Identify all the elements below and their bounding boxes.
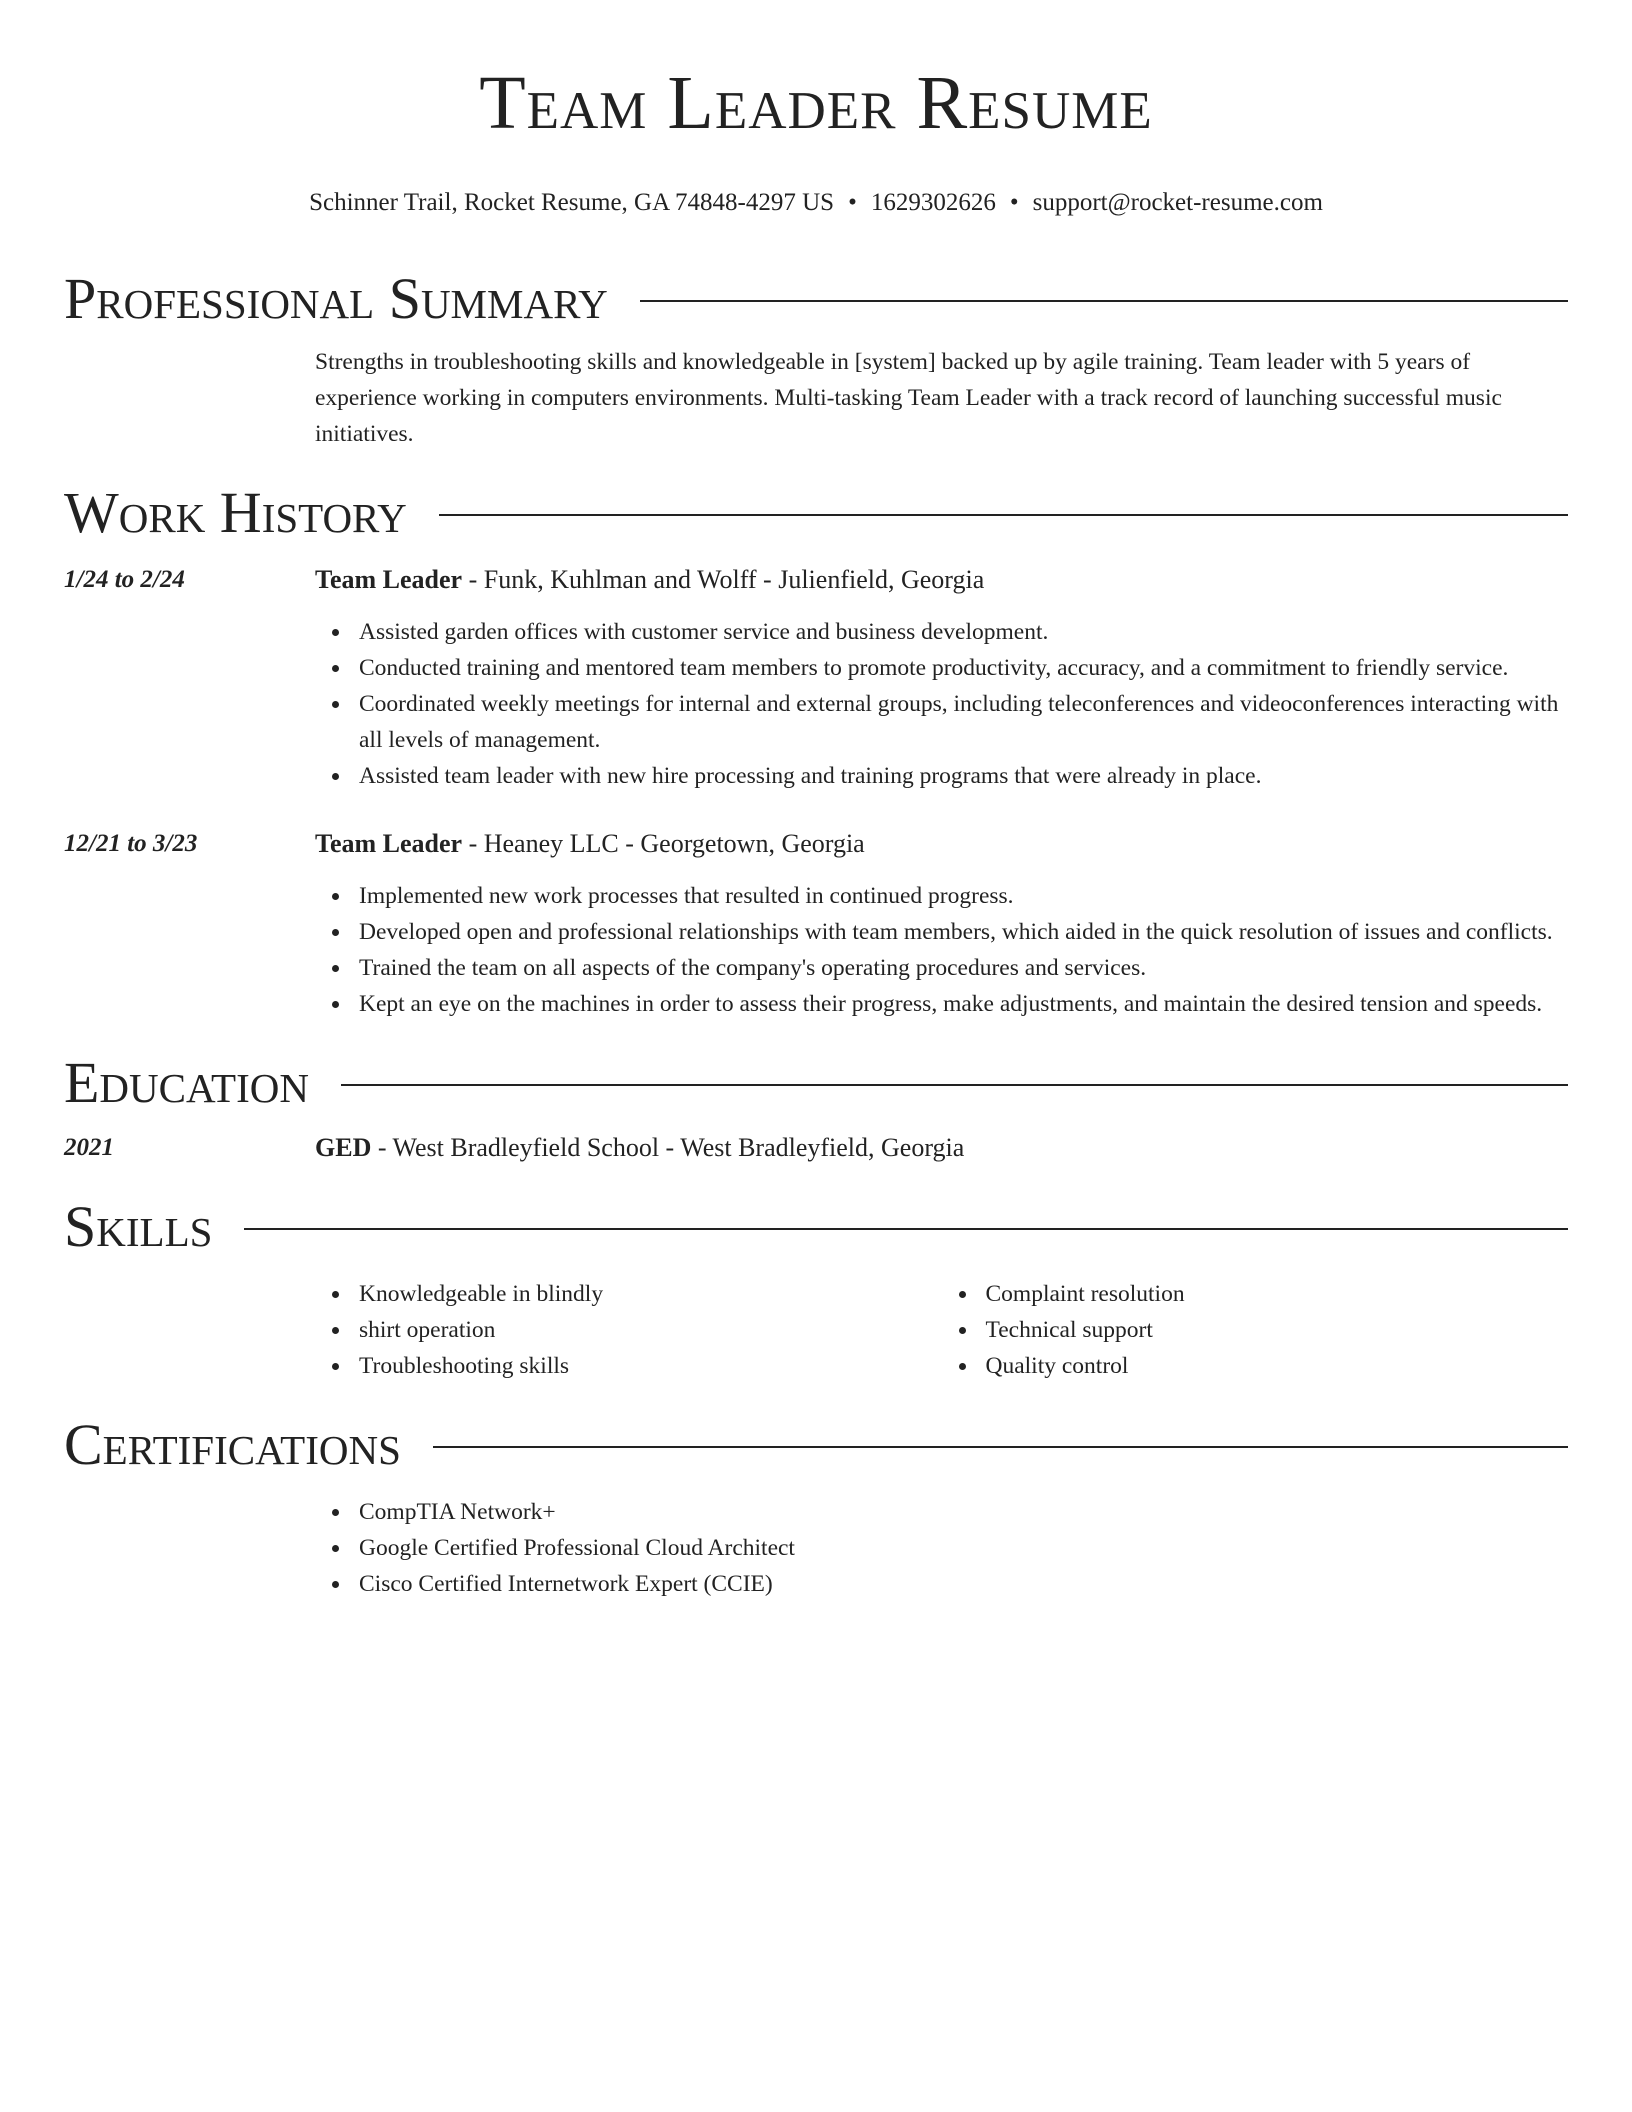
work-history-section [64,478,1568,1022]
job-bullets [315,878,1568,1022]
list-item: Technical support [986,1312,1569,1348]
job-entry [64,562,1568,794]
job-employer: - Funk, Kuhlman and Wolff - Julienfield, Georgia [462,565,985,594]
job-employer: - Heaney LLC - Georgetown, Georgia [462,829,865,858]
section-divider [244,1228,1568,1230]
list-item: CompTIA Network+ [359,1494,1568,1530]
education-heading-line [315,1130,1568,1166]
section-divider [439,514,1568,516]
list-item: Google Certified Professional Cloud Architect [359,1530,1568,1566]
education-entry [64,1130,1568,1166]
education-heading [64,1048,1568,1118]
job-bullets [315,614,1568,794]
education-school: - West Bradleyfield School - West Bradleyfield, Georgia [371,1133,965,1162]
skills-list-left [315,1276,942,1384]
section-title: Professional Summary [64,266,608,331]
list-item: Coordinated weekly meetings for internal and external groups, including teleconferences and videoconferences interacting with all levels of management. [359,686,1568,758]
job-heading [315,826,1568,862]
list-item: Cisco Certified Internetwork Expert (CCIE) [359,1566,1568,1602]
job-role: Team Leader [315,829,463,858]
job-bullets-wrap [315,878,1568,1022]
section-title: Skills [64,1194,213,1259]
summary-text: Strengths in troubleshooting skills and knowledgeable in [system] backed up by agile training. Team leader with 5 years of experience working in computers environments. Multi-tasking Team Leader with a track record of launching successful music initiatives. [315,349,1502,447]
section-divider [640,300,1568,302]
list-item: Kept an eye on the machines in order to assess their progress, make adjustments, and maintain the desired tension and speeds. [359,986,1568,1022]
certifications-heading [64,1410,1568,1480]
section-title: Work History [64,480,407,545]
list-item: Troubleshooting skills [359,1348,942,1384]
job-heading [315,562,1568,598]
list-item: Complaint resolution [986,1276,1569,1312]
list-item: shirt operation [359,1312,942,1348]
list-item: Assisted garden offices with customer service and business development. [359,614,1568,650]
skills-heading [64,1192,1568,1262]
skills-list-right [942,1276,1569,1384]
list-item: Developed open and professional relationships with team members, which aided in the quick resolution of issues and conflicts. [359,914,1568,950]
skills-grid [315,1276,1568,1384]
summary-section [64,264,1568,452]
education-degree: GED [315,1133,372,1162]
contact-separator: • [1009,189,1019,216]
resume-title: Team Leader Resume [479,61,1153,145]
summary-heading [64,264,1568,334]
contact-address: Schinner Trail, Rocket Resume, GA 74848-4297 US [309,189,835,216]
list-item: Knowledgeable in blindly [359,1276,942,1312]
contact-phone: 1629302626 [870,189,996,216]
list-item: Quality control [986,1348,1569,1384]
job-role: Team Leader [315,565,463,594]
resume-page [64,0,1568,1602]
contact-email: support@rocket-resume.com [1032,189,1323,216]
education-section [64,1048,1568,1166]
education-year: 2021 [64,1134,114,1161]
certifications-section [64,1410,1568,1602]
section-divider [341,1084,1568,1086]
job-dates: 1/24 to 2/24 [64,566,185,593]
section-divider [433,1446,1568,1448]
list-item: Assisted team leader with new hire processing and training programs that were already in place. [359,758,1568,794]
certifications-wrap [315,1494,1568,1602]
job-dates: 12/21 to 3/23 [64,830,198,857]
list-item: Trained the team on all aspects of the company's operating procedures and services. [359,950,1568,986]
section-title: Education [64,1050,309,1115]
job-entry [64,826,1568,1022]
list-item: Implemented new work processes that resulted in continued progress. [359,878,1568,914]
contact-separator: • [848,189,857,216]
section-title: Certifications [64,1412,401,1477]
skills-section [64,1192,1568,1384]
contact-line [64,186,1568,220]
certifications-list [315,1494,1568,1602]
work-history-heading [64,478,1568,548]
list-item: Conducted training and mentored team members to promote productivity, accuracy, and a commitment to friendly service. [359,650,1568,686]
job-bullets-wrap [315,614,1568,794]
